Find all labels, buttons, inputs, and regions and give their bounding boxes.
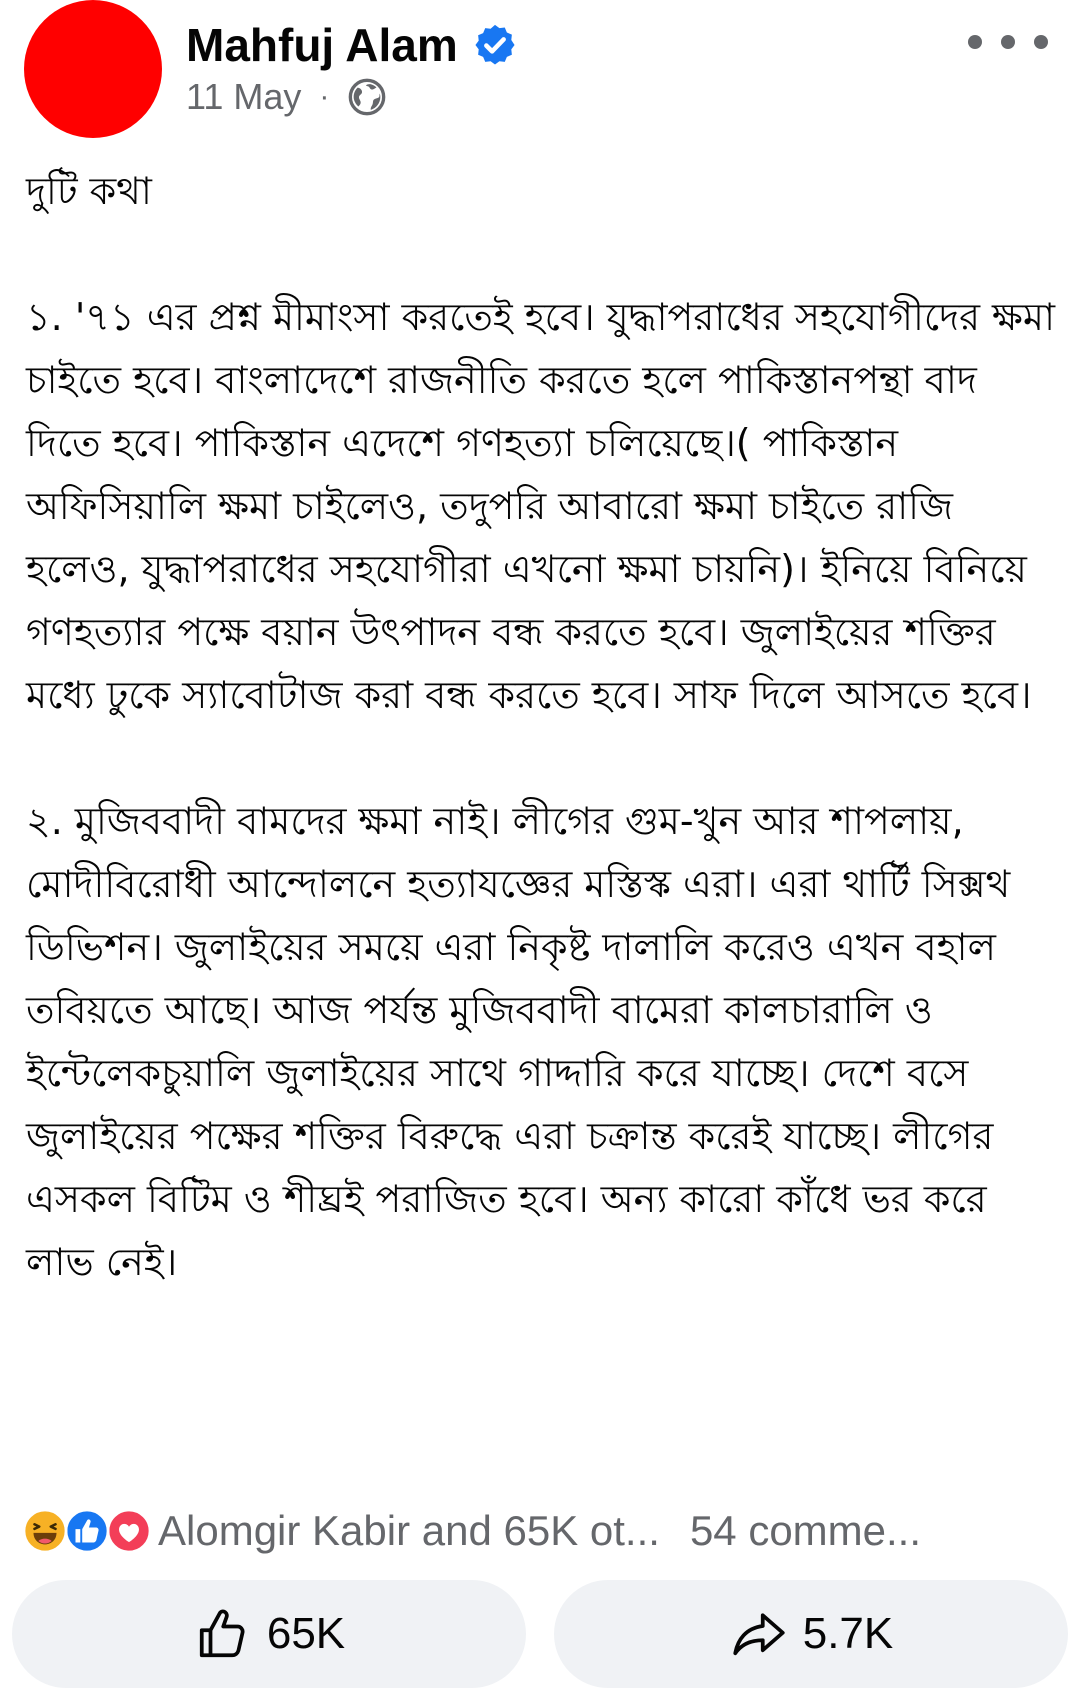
more-dot-icon: [968, 35, 982, 49]
verified-badge-icon: [472, 22, 518, 68]
comments-count[interactable]: 54 comme...: [689, 1507, 922, 1554]
thumbs-up-icon: [193, 1604, 253, 1664]
love-icon: [106, 1508, 152, 1554]
more-options-button[interactable]: [968, 22, 1048, 62]
post-paragraph: ১. '৭১ এর প্রশ্ন মীমাংসা করতেই হবে। যুদ্ধাপরাধের সহযোগীদের ক্ষমা চাইতে হবে। বাংলাদেশে রাজনীতি করতে হলে পাকিস্তানপন্থা বাদ দিতে হবে। পাকিস্তান এদেশে গণহত্যা চলিয়েছে।( পাকিস্তান অফিসিয়ালি ক্ষমা চাইলেও, তদুপরি আবারো ক্ষমা চাইতে রাজি হলেও, যুদ্ধাপরাধের সহযোগীরা এখনো ক্ষমা চায়নি)। ইনিয়ে বিনিয়ে গণহত্যার পক্ষে বয়ান উৎপাদন বন্ধ করতে হবে। জুলাইয়ের শক্তির মধ্যে ঢুকে স্যাবোটাজ করা বন্ধ করতে হবে। সাফ দিলে আসতে হবে।: [26, 295, 1055, 717]
share-count: 5.7K: [802, 1609, 894, 1658]
share-button[interactable]: [554, 1580, 1068, 1688]
post-header: [0, 0, 1080, 150]
post-text: [26, 160, 1056, 1294]
meta-separator: ·: [319, 80, 330, 113]
share-arrow-icon: [729, 1604, 789, 1664]
like-count: 65K: [266, 1609, 346, 1658]
reactors-text[interactable]: Alomgir Kabir and 65K ot...: [158, 1507, 660, 1554]
author-name[interactable]: Mahfuj Alam: [186, 19, 458, 71]
post-paragraph: দুটি কথা: [26, 169, 152, 213]
reactions-summary[interactable]: [22, 1502, 1058, 1560]
post-meta: [186, 76, 387, 118]
more-dot-icon: [1034, 35, 1048, 49]
haha-icon: [22, 1508, 68, 1554]
author-row: [186, 14, 518, 76]
post-date[interactable]: 11 May: [186, 76, 302, 117]
like-icon: [64, 1508, 110, 1554]
more-dot-icon: [1001, 35, 1015, 49]
globe-icon: [347, 77, 387, 117]
action-bar: [12, 1580, 1068, 1688]
reaction-icons: [22, 1506, 158, 1556]
avatar[interactable]: [24, 0, 162, 138]
like-button[interactable]: [12, 1580, 526, 1688]
post-paragraph: ২. মুজিববাদী বামদের ক্ষমা নাই। লীগের গুম-খুন আর শাপলায়, মোদীবিরোধী আন্দোলনে হত্যাযজ্ঞের মস্তিস্ক এরা। এরা থার্টি সিক্সথ ডিভিশন। জুলাইয়ের সময়ে এরা নিকৃষ্ট দালালি করেও এখন বহাল তবিয়তে আছে। আজ পর্যন্ত মুজিববাদী বামেরা কালচারালি ও ইন্টেলেকচুয়ালি জুলাইয়ের সাথে গাদ্দারি করে যাচ্ছে। দেশে বসে জুলাইয়ের পক্ষের শক্তির বিরুদ্ধে এরা চক্রান্ত করেই যাচ্ছে। লীগের এসকল বিটিম ও শীঘ্রই পরাজিত হবে। অন্য কারো কাঁধে ভর করে লাভ নেই।: [26, 799, 1011, 1284]
